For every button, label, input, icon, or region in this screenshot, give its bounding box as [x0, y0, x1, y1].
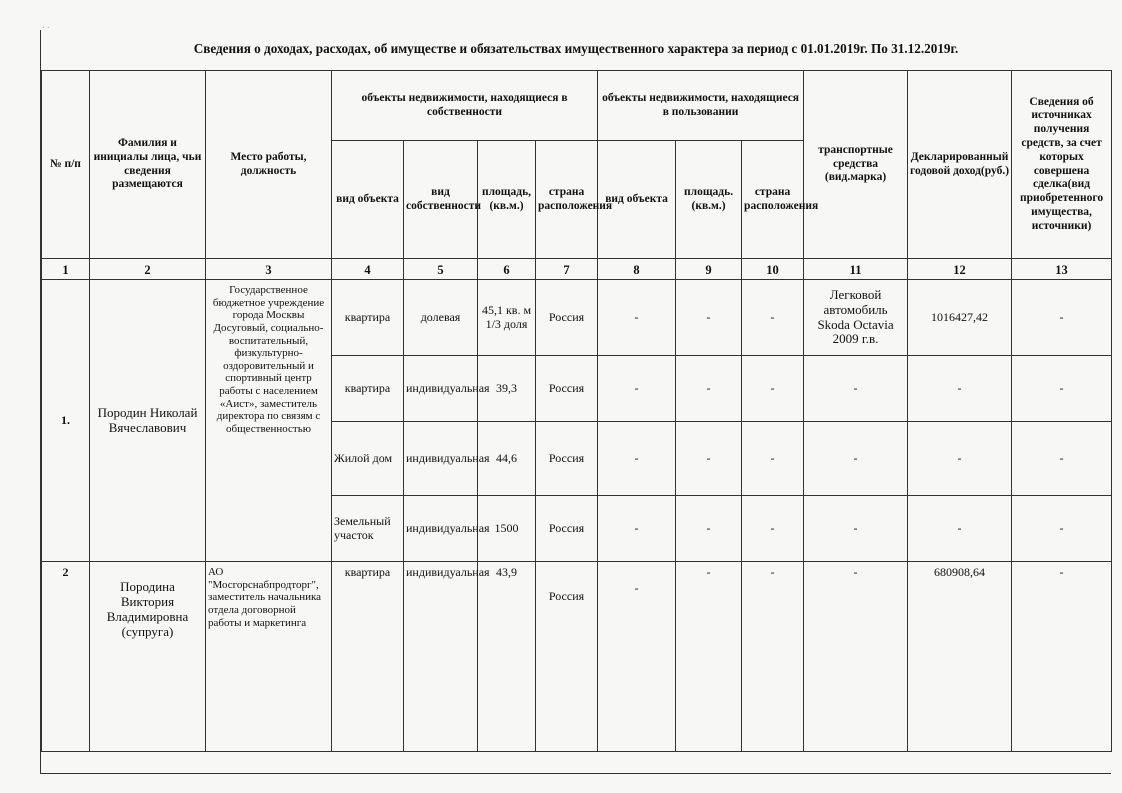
- header-owned-country: страна расположения: [536, 141, 598, 259]
- cell-owned-ownership: индивидуальная: [404, 496, 478, 562]
- cell-owned-ownership: индивидуальная: [404, 356, 478, 422]
- cell-owned-ownership: долевая: [404, 280, 478, 356]
- header-owned-group: объекты недвижимости, находящиеся в собственности: [332, 71, 598, 141]
- cell-owned-area: 43,9: [478, 562, 536, 752]
- cell-used-type: -: [598, 356, 676, 422]
- cell-owned-country: Россия: [536, 496, 598, 562]
- column-number: 1: [42, 259, 90, 280]
- cell-used-type: -: [598, 562, 676, 752]
- cell-used-area: -: [676, 280, 742, 356]
- cell-used-country: -: [742, 562, 804, 752]
- person-name: Породин Николай Вячеславович: [90, 280, 206, 562]
- column-number: 11: [804, 259, 908, 280]
- header-owned-area: площадь, (кв.м.): [478, 141, 536, 259]
- cell-used-area: -: [676, 562, 742, 752]
- cell-transport: -: [804, 562, 908, 752]
- header-used-group: объекты недвижимости, находящиеся в пользовании: [598, 71, 804, 141]
- cell-used-type: -: [598, 280, 676, 356]
- cell-owned-type: Жилой дом: [332, 422, 404, 496]
- person-workplace: АО "Мосгорснабпродторг", заместитель начальника отдела договорной работы и маркетинга: [206, 562, 332, 752]
- column-number: 13: [1012, 259, 1112, 280]
- header-used-type: вид объекта: [598, 141, 676, 259]
- header-owned-ownership: вид собственности: [404, 141, 478, 259]
- cell-sources: -: [1012, 422, 1112, 496]
- header-num: № п/п: [42, 71, 90, 259]
- column-number: 9: [676, 259, 742, 280]
- cell-transport: -: [804, 356, 908, 422]
- cell-income: -: [908, 356, 1012, 422]
- cell-transport: Легковой автомобиль Skoda Octavia 2009 г.в.: [804, 280, 908, 356]
- person-number: 2: [42, 562, 90, 752]
- cell-owned-country: Россия: [536, 422, 598, 496]
- cell-income: 680908,64: [908, 562, 1012, 752]
- declaration-sheet: [40, 30, 1111, 774]
- header-work: Место работы, должность: [206, 71, 332, 259]
- column-number: 8: [598, 259, 676, 280]
- person-number: 1.: [42, 280, 90, 562]
- cell-owned-type: квартира: [332, 356, 404, 422]
- header-name: Фамилия и инициалы лица, чьи сведения размещаются: [90, 71, 206, 259]
- column-number: 4: [332, 259, 404, 280]
- cell-owned-country: Россия: [536, 562, 598, 752]
- cell-owned-area: 39,3: [478, 356, 536, 422]
- cell-income: 1016427,42: [908, 280, 1012, 356]
- cell-owned-area: 1500: [478, 496, 536, 562]
- cell-owned-country: Россия: [536, 356, 598, 422]
- person-name: Породина Виктория Владимировна (супруга): [90, 562, 206, 752]
- header-used-country: страна расположения: [742, 141, 804, 259]
- column-number: 7: [536, 259, 598, 280]
- column-number: 6: [478, 259, 536, 280]
- cell-transport: -: [804, 496, 908, 562]
- column-number: 3: [206, 259, 332, 280]
- cell-sources: -: [1012, 356, 1112, 422]
- cell-owned-ownership: индивидуальная: [404, 422, 478, 496]
- cell-used-area: -: [676, 356, 742, 422]
- cell-used-area: -: [676, 496, 742, 562]
- table-row: [42, 562, 1112, 752]
- column-number: 10: [742, 259, 804, 280]
- person-workplace: Государственное бюджетное учреждение города Москвы Досуговый, социально-воспитательный, физкультурно-оздоровительный и спортивный центр работы с населением «Аист», заместитель директора по связям с общественностью: [206, 280, 332, 562]
- cell-income: -: [908, 496, 1012, 562]
- header-sources: Сведения об источниках получения средств, за счет которых совершена сделка(вид приобретенного имущества, источники): [1012, 71, 1112, 259]
- column-number: 5: [404, 259, 478, 280]
- cell-sources: -: [1012, 280, 1112, 356]
- cell-owned-type: Земельный участок: [332, 496, 404, 562]
- cell-owned-ownership: индивидуальная: [404, 562, 478, 752]
- cell-owned-type: квартира: [332, 280, 404, 356]
- header-used-area: площадь. (кв.м.): [676, 141, 742, 259]
- cell-used-country: -: [742, 280, 804, 356]
- cell-used-type: -: [598, 422, 676, 496]
- page-title: Сведения о доходах, расходах, об имуществе и обязательствах имущественного характера за период с 01.01.2019г. По 31.12.2019г.: [193, 41, 959, 56]
- table-row: [42, 280, 1112, 356]
- header-transport: транспортные средства (вид.марка): [804, 71, 908, 259]
- column-number: 12: [908, 259, 1012, 280]
- header-income: Декларированный годовой доход(руб.): [908, 71, 1012, 259]
- cell-used-area: -: [676, 422, 742, 496]
- cell-owned-area: 45,1 кв. м 1/3 доля: [478, 280, 536, 356]
- cell-owned-type: квартира: [332, 562, 404, 752]
- cell-sources: -: [1012, 496, 1112, 562]
- cell-sources: -: [1012, 562, 1112, 752]
- cell-used-country: -: [742, 496, 804, 562]
- declaration-table: [41, 70, 1112, 752]
- cell-used-country: -: [742, 356, 804, 422]
- cell-owned-country: Россия: [536, 280, 598, 356]
- cell-used-country: -: [742, 422, 804, 496]
- page-scan-mark: . .: [42, 20, 50, 31]
- cell-transport: -: [804, 422, 908, 496]
- header-owned-type: вид объекта: [332, 141, 404, 259]
- cell-used-type: -: [598, 496, 676, 562]
- cell-income: -: [908, 422, 1012, 496]
- cell-owned-area: 44,6: [478, 422, 536, 496]
- column-number: 2: [90, 259, 206, 280]
